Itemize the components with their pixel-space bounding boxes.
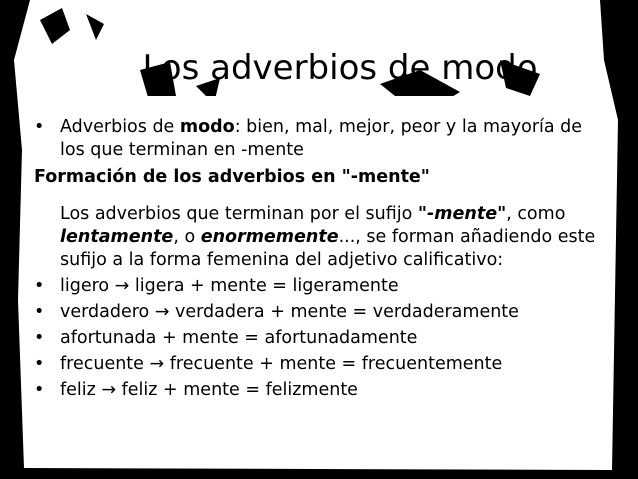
example-item [34,379,614,402]
example-word-2: enormemente [200,227,339,247]
intro-line1-rest: : bien, mal, mejor, peor y la mayoría de [234,117,583,137]
bullet-icon: • [34,354,45,374]
slide-title: Los adverbios de modo [142,48,538,88]
intro-prefix: Adverbios de [60,117,180,137]
example-item [34,301,614,324]
para-line3: sufijo a la forma femenina del adjetivo calificativo: [60,250,504,270]
explanation-paragraph [34,203,614,272]
bullet-icon: • [34,380,45,400]
example-text: ligero → ligera + mente = ligeramente [60,276,399,296]
example-item [34,353,614,376]
example-word-1: lentamente [60,227,174,247]
intro-bold-word: modo [179,117,235,137]
bullet-icon: • [34,117,45,137]
intro-bullet [34,116,614,162]
suffix-example: "-mente" [417,204,507,224]
bullet-icon: • [34,328,45,348]
example-item [34,275,614,298]
intro-line2: los que terminan en -mente [60,140,304,160]
para-line1-suffix: , como [506,204,566,224]
section-heading: Formación de los adverbios en "-mente" [34,167,430,187]
example-text: feliz → feliz + mente = felizmente [60,380,358,400]
slide-content [34,116,614,405]
bullet-icon: • [34,302,45,322]
para-line1-prefix: Los adverbios que terminan por el sufijo [60,204,418,224]
para-line2-rest: ..., se forman añadiendo este [338,227,596,247]
bullet-icon: • [34,276,45,296]
example-item [34,327,614,350]
example-text: verdadero → verdadera + mente = verdaderamente [60,302,519,322]
example-text: frecuente → frecuente + mente = frecuentemente [60,354,503,374]
para-sep: , o [173,227,201,247]
example-text: afortunada + mente = afortunadamente [60,328,418,348]
